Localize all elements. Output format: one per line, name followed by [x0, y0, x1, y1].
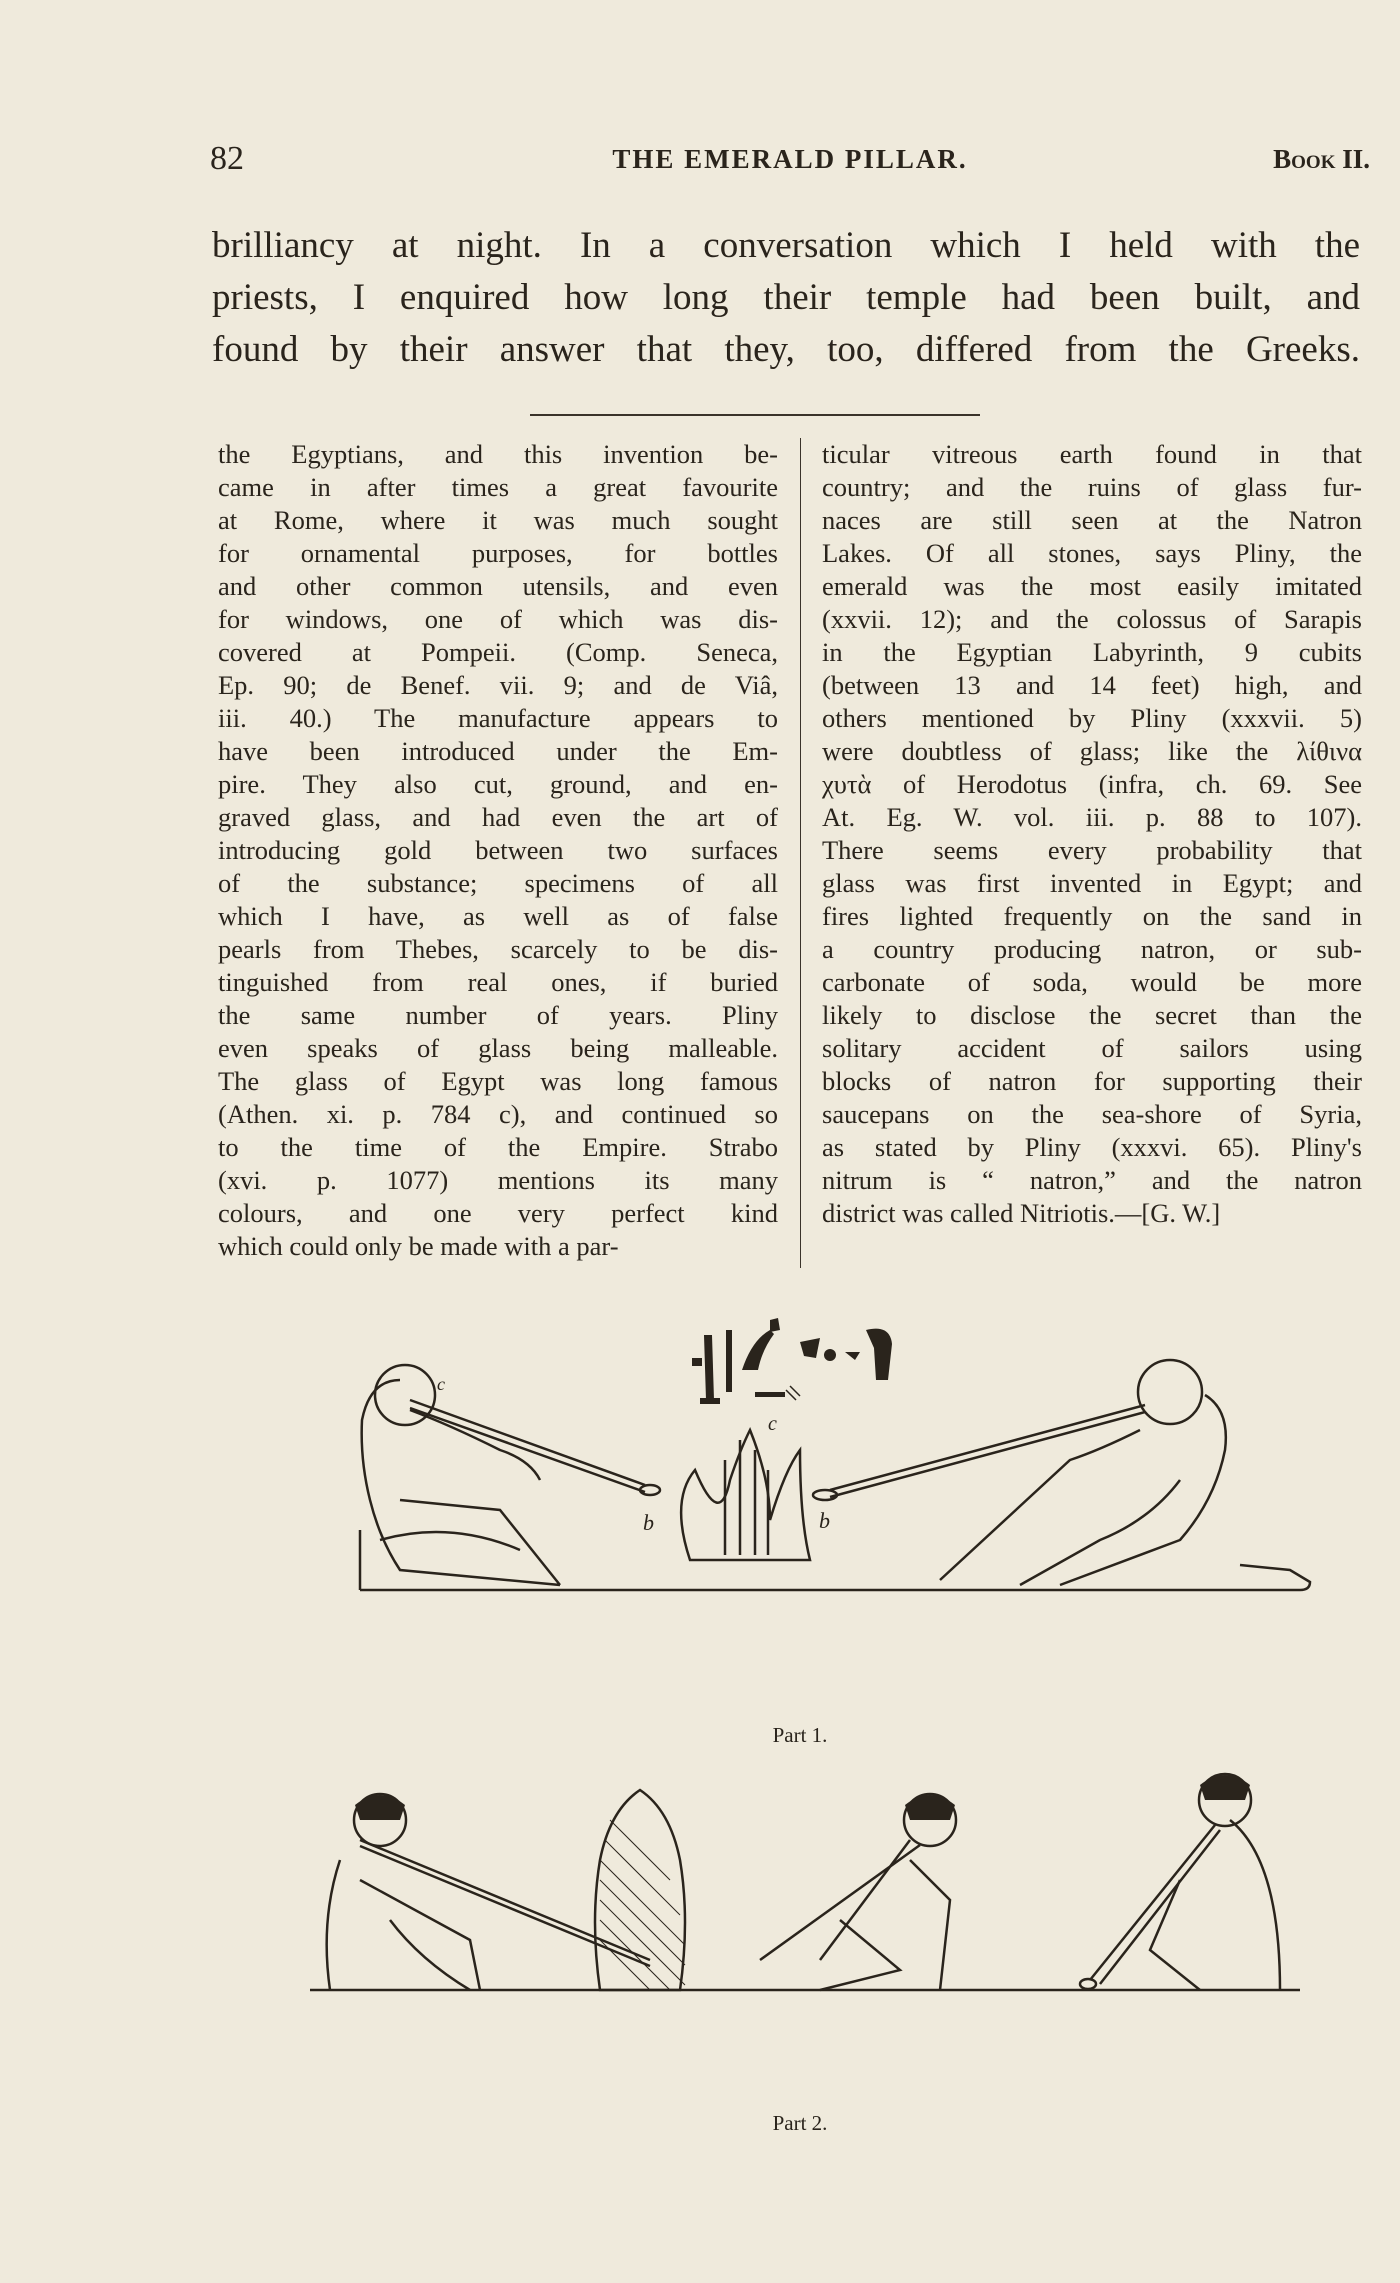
footnote-line: fires lighted frequently on the sand in — [822, 901, 1362, 931]
footnote-line: colours, and one very perfect kind — [218, 1198, 778, 1228]
footnote-line: Ep. 90; de Benef. vii. 9; and de Viâ, — [218, 670, 778, 700]
footnote-line: others mentioned by Pliny (xxxvii. 5) — [822, 703, 1362, 733]
footnote-line: pire. They also cut, ground, and en- — [218, 769, 778, 799]
hieroglyph-hatching — [786, 1386, 800, 1400]
part2-scene — [310, 1774, 1300, 1990]
label-c-top: c — [768, 1413, 777, 1435]
footnote-line: carbonate of soda, would be more — [822, 967, 1362, 997]
footnote-line: the Egyptians, and this invention be- — [218, 439, 778, 469]
footnote-line: χυτὰ of Herodotus (infra, ch. 69. See — [822, 769, 1362, 799]
glassblowers-drawing — [300, 1300, 1380, 2140]
footnote-line: blocks of natron for supporting their — [822, 1066, 1362, 1096]
footnote-line: ticular vitreous earth found in that — [822, 439, 1362, 469]
footnote-line: in the Egyptian Labyrinth, 9 cubits — [822, 637, 1362, 667]
footnote-line: have been introduced under the Em- — [218, 736, 778, 766]
part1-scene — [360, 1360, 1310, 1590]
footnote-left-column — [218, 438, 778, 1263]
footnote-line: were doubtless of glass; like the λίθινα — [822, 736, 1362, 766]
footnote-line: for windows, one of which was dis- — [218, 604, 778, 634]
footnote-line: country; and the ruins of glass fur- — [822, 472, 1362, 502]
footnote-line: for ornamental purposes, for bottles — [218, 538, 778, 568]
book-label: Book II. — [1273, 144, 1370, 174]
column-divider — [800, 438, 801, 1268]
footnote-line: even speaks of glass being malleable. — [218, 1033, 778, 1063]
footnote-line: covered at Pompeii. (Comp. Seneca, — [218, 637, 778, 667]
footnote-line: pearls from Thebes, scarcely to be dis- — [218, 934, 778, 964]
footnote-line: (between 13 and 14 feet) high, and — [822, 670, 1362, 700]
footnote-line: There seems every probability that — [822, 835, 1362, 865]
footnote-line: At. Eg. W. vol. iii. p. 88 to 107). — [822, 802, 1362, 832]
footnote-line: naces are still seen at the Natron — [822, 505, 1362, 535]
footnote-line: came in after times a great favourite — [218, 472, 778, 502]
footnote-line: graved glass, and had even the art of — [218, 802, 778, 832]
footnote-line: Lakes. Of all stones, says Pliny, the — [822, 538, 1362, 568]
label-b-right: b — [819, 1508, 830, 1533]
glassblowers-illustration — [300, 1300, 1380, 2140]
footnote-line: (Athen. xi. p. 784 c), and continued so — [218, 1099, 778, 1129]
caption-part2: Part 2. — [772, 2111, 828, 2135]
main-text-line: priests, I enquired how long their temple had been built, and — [212, 277, 1360, 318]
footnote-line: a country producing natron, or sub- — [822, 934, 1362, 964]
footnote-line: (xxvii. 12); and the colossus of Sarapis — [822, 604, 1362, 634]
footnote-line: The glass of Egypt was long famous — [218, 1066, 778, 1096]
hieroglyphs — [692, 1318, 892, 1404]
footnote-line: nitrum is “ natron,” and the natron — [822, 1165, 1362, 1195]
footnote-line: which could only be made with a par- — [218, 1231, 619, 1261]
footnote-line: and other common utensils, and even — [218, 571, 778, 601]
footnote-line: likely to disclose the secret than the — [822, 1000, 1362, 1030]
footnote-line: saucepans on the sea-shore of Syria, — [822, 1099, 1362, 1129]
label-b-left: b — [643, 1510, 654, 1535]
footnote-line: at Rome, where it was much sought — [218, 505, 778, 535]
main-text-line: found by their answer that they, too, differed from the Greeks. — [212, 329, 1360, 370]
running-title: THE EMERALD PILLAR. — [612, 144, 968, 174]
footnote-right-column — [822, 438, 1362, 1230]
main-text — [212, 220, 1360, 376]
page-number: 82 — [210, 140, 244, 177]
footnote-line: tinguished from real ones, if buried — [218, 967, 778, 997]
footnote-line: glass was first invented in Egypt; and — [822, 868, 1362, 898]
footnote-line: district was called Nitriotis.—[G. W.] — [822, 1198, 1221, 1228]
main-text-line: brilliancy at night. In a conversation which I held with the — [212, 225, 1360, 266]
footnote-line: solitary accident of sailors using — [822, 1033, 1362, 1063]
label-c-face: c — [437, 1374, 445, 1394]
footnote-line: to the time of the Empire. Strabo — [218, 1132, 778, 1162]
footnote-line: emerald was the most easily imitated — [822, 571, 1362, 601]
section-rule — [530, 414, 980, 416]
footnote-line: (xvi. p. 1077) mentions its many — [218, 1165, 778, 1195]
footnote-line: iii. 40.) The manufacture appears to — [218, 703, 778, 733]
footnote-line: introducing gold between two surfaces — [218, 835, 778, 865]
footnote-line: the same number of years. Pliny — [218, 1000, 778, 1030]
footnote-line: which I have, as well as of false — [218, 901, 778, 931]
running-header — [210, 140, 1370, 180]
footnote-line: of the substance; specimens of all — [218, 868, 778, 898]
part2-hatching — [600, 1820, 685, 1990]
part2-heads — [355, 1775, 1250, 1820]
footnote-line: as stated by Pliny (xxxvi. 65). Pliny's — [822, 1132, 1362, 1162]
caption-part1: Part 1. — [772, 1723, 828, 1747]
